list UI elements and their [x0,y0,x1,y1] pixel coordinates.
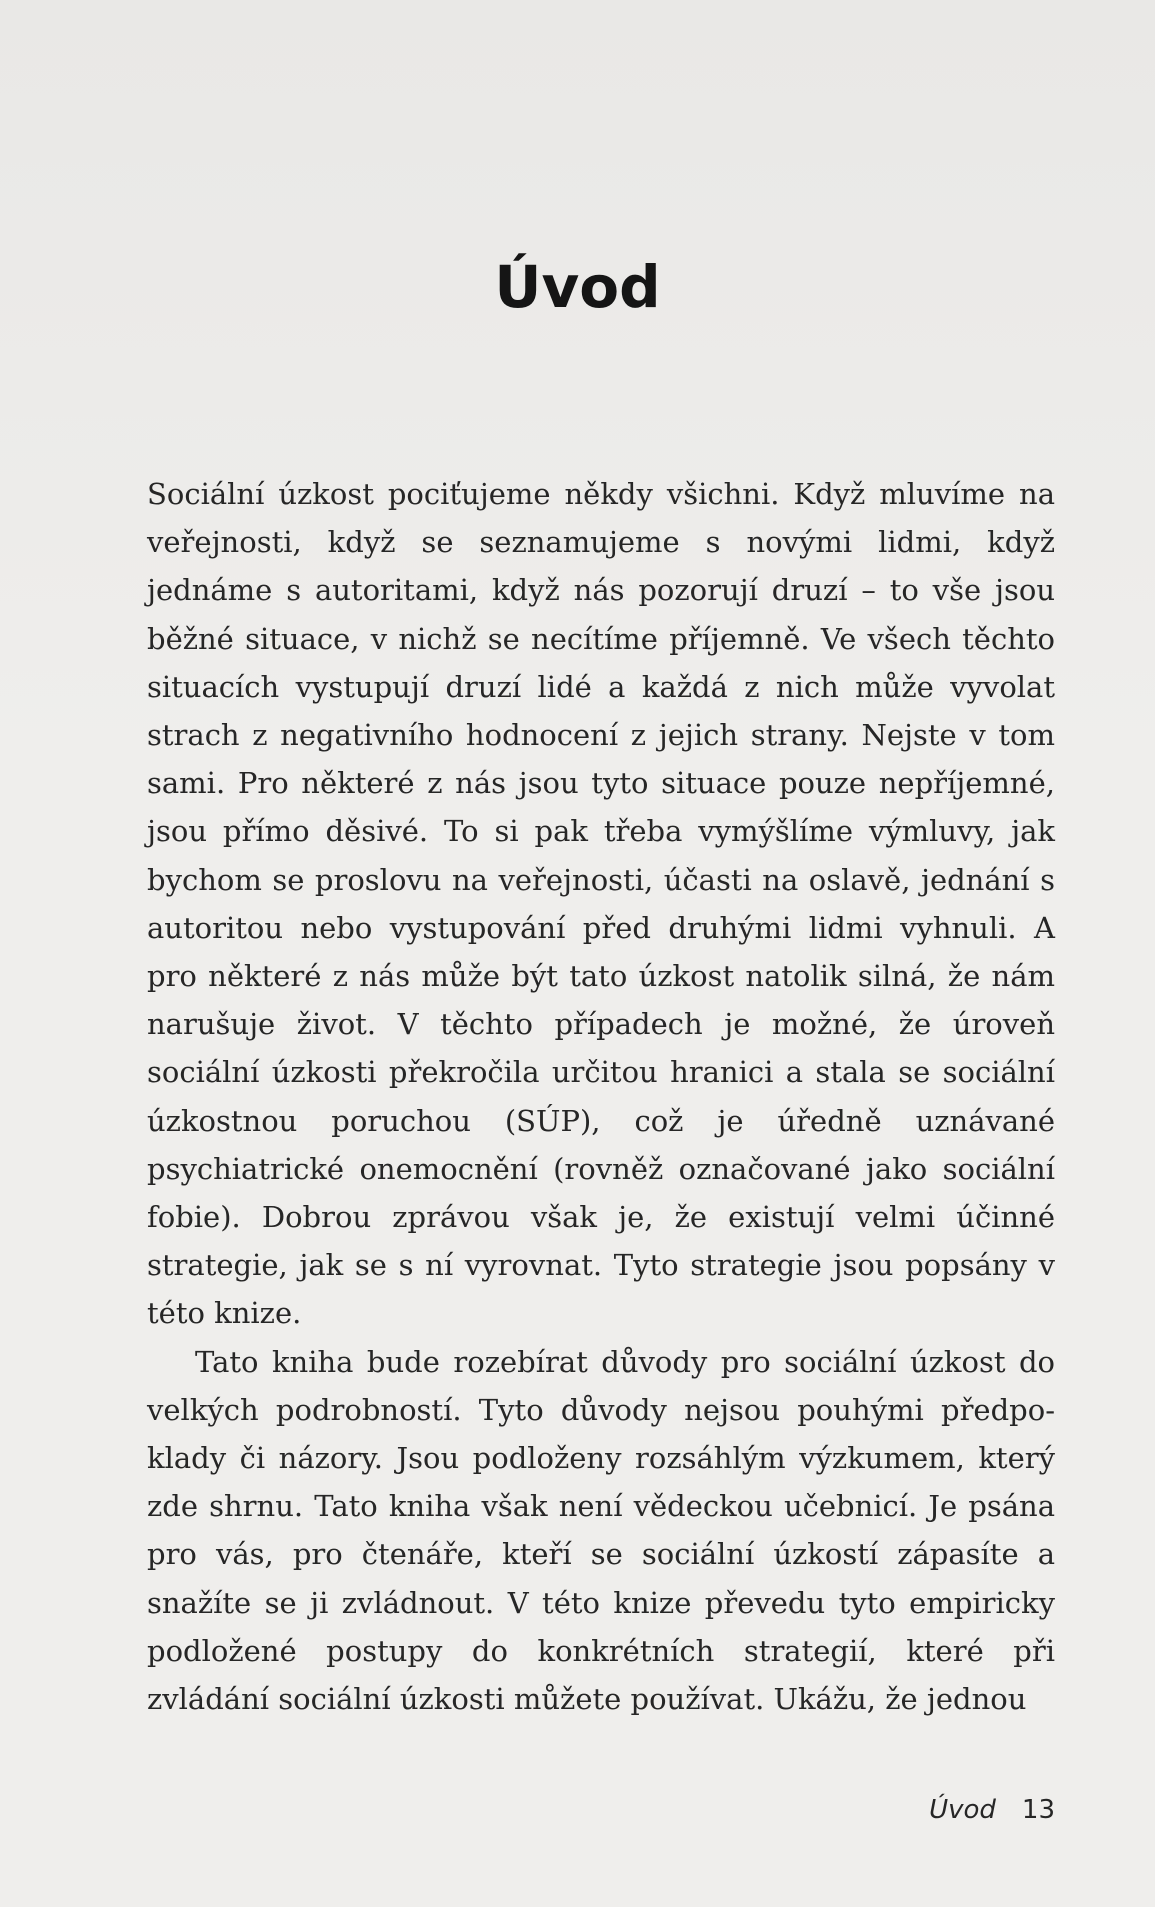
paragraph-1: Sociální úzkost pociťujeme někdy všichni. Když mluvíme na veřejnosti, když se seznamujeme s novými lidmi, když jednáme s autoritami, když nás pozorují druzí – to vše jsou běžné situace, v nichž se necítíme příjemně. Ve všech těchto situacích vystupují druzí lidé a každá z nich může vyvolat strach z negativního hodnocení z jejich strany. Nejste v tom sami. Pro některé z nás jsou tyto situace pouze nepříjemné, jsou přímo děsivé. To si pak třeba vymýšlíme výmluvy, jak bychom se proslovu na veřejnosti, účasti na oslavě, jednání s autoritou nebo vystupování před druhými lidmi vyhnuli. A pro některé z nás může být tato úzkost natolik silná, že nám narušuje život. V těchto případech je možné, že úroveň sociální úzkosti překročila určitou hranici a stala se sociální úzkostnou poruchou (SÚP), což je úředně uznávané psychiatrické onemocnění (rovněž označované jako sociální fobie). Dobrou zprávou však je, že existují velmi účinné strategie, jak se s ní vyrovnat. Tyto strategie jsou popsány v této knize. [147,477,1055,1331]
chapter-title: Úvod [494,253,661,321]
body-text [147,470,1055,1723]
page-footer [929,1795,1055,1825]
page-number: 13 [1021,1795,1055,1825]
running-head: Úvod [929,1795,996,1825]
paragraph-2: Tato kniha bude rozebírat důvody pro sociální úzkost do velkých podrobností. Tyto důvody nejsou pouhými předpoklady či názory. Jsou podloženy rozsáhlým výzkumem, který zde shrnu. Tato kniha však není vědeckou učebnicí. Je psána pro vás, pro čtenáře, kteří se sociální úzkostí zápasíte a snažíte se ji zvládnout. V této knize převedu tyto empiricky podložené postupy do konkrétních strategií, které při zvládání sociální úzkosti můžete používat. Ukážu, že jednou [147,1344,1055,1717]
